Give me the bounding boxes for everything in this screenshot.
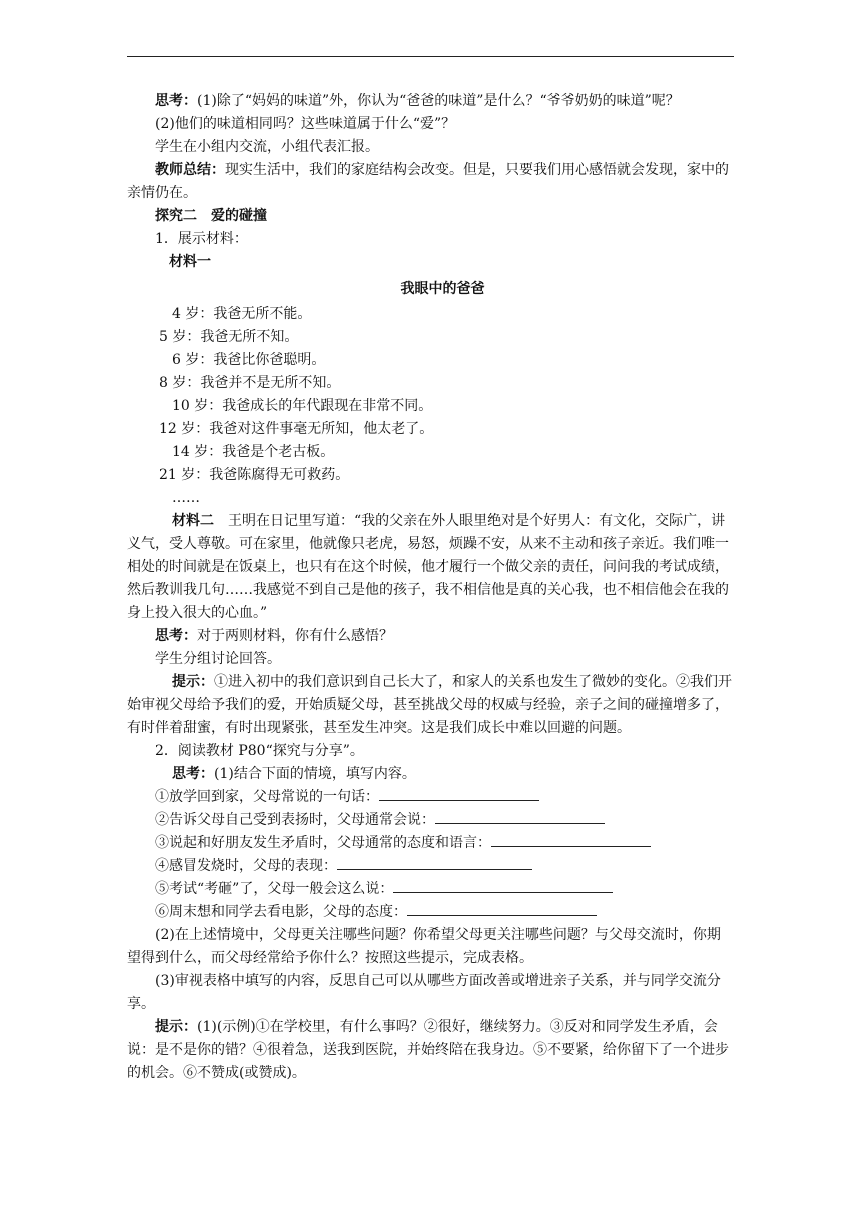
age-line-21: 21 岁：我爸陈腐得无可救药。 [159, 467, 350, 483]
age-line-12: 12 岁：我爸对这件事毫无所知，他太老了。 [159, 421, 434, 437]
item-1-show-materials: 1．展示材料： [155, 231, 248, 247]
blank-line-5-text: ⑤考试“考砸”了，父母一般会这么说： [155, 881, 394, 897]
blank-line-1-text: ①放学回到家，父母常说的一句话： [155, 789, 379, 805]
think-2-label: 思考： [155, 628, 197, 644]
think-3-label: 思考： [172, 766, 214, 782]
age-line-ellipsis: …… [172, 490, 200, 506]
blank-line-5 [127, 878, 734, 901]
blank-line-3 [127, 832, 734, 855]
blank-line-6 [127, 901, 734, 924]
think-label: 思考： [155, 93, 197, 109]
paragraph-material-2 [127, 510, 734, 625]
blank-line-1 [127, 786, 734, 809]
think-2-text: 对于两则材料，你有什么感悟？ [197, 628, 393, 644]
paragraph-group-discussion: 学生分组讨论回答。 [155, 651, 281, 667]
material-2-text: 王明在日记里写道：“我的父亲在外人眼里绝对是个好男人：有文化，交际广，讲义气，受人尊敬。可在家里，他就像只老虎，易怒，烦躁不安，从来不主动和孩子亲近。我们唯一相处的时间就是在饭桌上，也只有在这个时候，他才履行一个做父亲的责任，问问我的考试成绩，然后教训我几句……我感觉不到自己是他的孩子，我不相信他是真的关心我，也不相信他会在我的身上投入很大的心血。” [127, 513, 729, 621]
hint-2-text: (1)(示例)①在学校里，有什么事吗？②很好，继续努力。③反对和同学发生矛盾，会说：是不是你的错？④很着急，送我到医院，并始终陪在我身边。⑤不要紧，给你留下了一个进步的机会。⑥不赞成(或赞成)。 [127, 1019, 729, 1081]
age-line-5: 5 岁：我爸无所不知。 [159, 329, 299, 345]
teacher-summary-text: 现实生活中，我们的家庭结构会改变。但是，只要我们用心感悟就会发现，家中的亲情仍在。 [127, 162, 729, 201]
document-body [127, 90, 734, 1085]
paragraph-think-1 [127, 90, 734, 113]
item-2-read-textbook: 2．阅读教材 P80“探究与分享”。 [155, 743, 364, 759]
blank-line-2 [127, 809, 734, 832]
answer-blank[interactable] [393, 878, 613, 893]
paragraph-teacher-summary [127, 159, 734, 205]
age-line-6: 6 岁：我爸比你爸聪明。 [172, 352, 326, 368]
paragraph-question-3b: (3)审视表格中填写的内容，反思自己可以从哪些方面改善或增进亲子关系，并与同学交流分享。 [127, 973, 721, 1012]
age-line-10: 10 岁：我爸成长的年代跟现在非常不同。 [172, 398, 433, 414]
header-rule [127, 56, 734, 57]
age-line-4: 4 岁：我爸无所不能。 [172, 306, 312, 322]
paragraph-student-exchange: 学生在小组内交流，小组代表汇报。 [155, 139, 379, 155]
paragraph-think-2 [127, 625, 734, 648]
blank-line-4 [127, 855, 734, 878]
section-heading-explore-2: 探究二 爱的碰撞 [155, 208, 267, 224]
think-3-text: (1)结合下面的情境，填写内容。 [214, 766, 416, 782]
material-1-title: 我眼中的爸爸 [400, 281, 485, 297]
answer-blank[interactable] [491, 832, 651, 847]
answer-blank[interactable] [379, 786, 539, 801]
blank-line-4-text: ④感冒发烧时，父母的表现： [155, 858, 337, 874]
material-1-label: 材料一 [169, 254, 211, 270]
hint-1-text: ①进入初中的我们意识到自己长大了，和家人的关系也发生了微妙的变化。②我们开始审视父母给予我们的爱，开始质疑父母，甚至挑战父母的权威与经验，亲子之间的碰撞增多了，有时伴着甜蜜，有时出现紧张，甚至发生冲突。这是我们成长中难以回避的问题。 [127, 674, 732, 736]
think-text: (1)除了“妈妈的味道”外，你认为“爸爸的味道”是什么？“爷爷奶奶的味道”呢？ [197, 93, 680, 109]
blank-line-3-text: ③说起和好朋友发生矛盾时，父母通常的态度和语言： [155, 835, 491, 851]
blank-line-2-text: ②告诉父母自己受到表扬时，父母通常会说： [155, 812, 435, 828]
blank-line-6-text: ⑥周末想和同学去看电影，父母的态度： [155, 904, 407, 920]
hint-1-label: 提示： [172, 674, 214, 690]
paragraph-hint-1 [127, 671, 734, 740]
answer-blank[interactable] [435, 809, 605, 824]
answer-blank[interactable] [407, 901, 597, 916]
paragraph-question-2b: (2)在上述情境中，父母更关注哪些问题？你希望父母更关注哪些问题？与父母交流时，你期望得到什么，而父母经常给予你什么？按照这些提示，完成表格。 [127, 927, 721, 966]
age-line-8: 8 岁：我爸并不是无所不知。 [159, 375, 341, 391]
paragraph-think-3 [127, 763, 734, 786]
age-line-14: 14 岁：我爸是个老古板。 [172, 444, 335, 460]
material-2-label: 材料二 [172, 513, 214, 529]
paragraph-hint-2 [127, 1016, 734, 1085]
answer-blank[interactable] [337, 855, 532, 870]
teacher-summary-label: 教师总结： [155, 162, 225, 178]
hint-2-label: 提示： [155, 1019, 197, 1035]
paragraph-question-2: (2)他们的味道相同吗？这些味道属于什么“爱”？ [155, 116, 456, 132]
